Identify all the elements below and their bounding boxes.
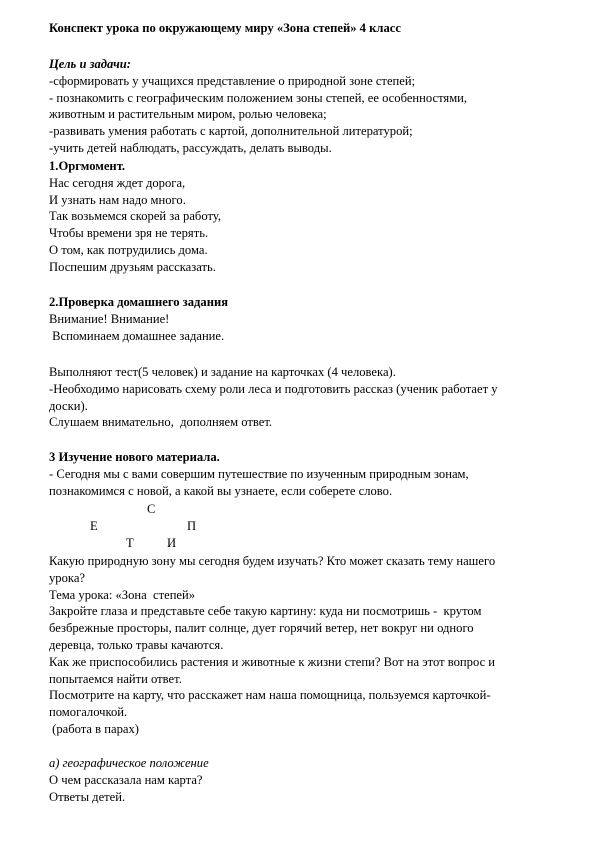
text-line: безбрежные просторы, палит солнце, дует горячий ветер, нет вокруг ни одного	[49, 621, 474, 636]
section-2-heading: 2.Проверка домашнего задания	[49, 295, 229, 309]
puzzle-letter: И	[167, 536, 177, 550]
puzzle-letter: П	[187, 519, 197, 533]
text-line: познакомимся с новой, а какой вы узнаете, если соберете слово.	[49, 483, 393, 498]
subsection-heading: а) географическое положение	[49, 756, 209, 770]
text-line: Вспоминаем домашнее задание.	[49, 328, 225, 343]
section-1-heading: 1.Оргмомент.	[49, 159, 126, 173]
section-3	[49, 449, 549, 499]
text-line: доски).	[49, 398, 88, 413]
section-3-subsection	[49, 755, 549, 805]
text-line: Слушаем внимательно, дополняем ответ.	[49, 415, 273, 430]
text-line: помогалочкой.	[49, 705, 128, 720]
text-line: деревца, только травы качаются.	[49, 637, 224, 652]
poem-line: Так возьмемся скорей за работу,	[49, 209, 221, 224]
goal-line: животным и растительным миром, ролью человека;	[49, 107, 327, 122]
goal-line: -учить детей наблюдать, рассуждать, делать выводы.	[49, 140, 332, 155]
goals-block	[49, 56, 549, 157]
text-line: попытаемся найти ответ.	[49, 671, 182, 686]
poem-line: Чтобы времени зря не терять.	[49, 226, 209, 241]
poem-line: Нас сегодня ждет дорога,	[49, 175, 186, 190]
text-line: Ответы детей.	[49, 789, 126, 804]
section-3-body	[49, 553, 549, 738]
puzzle-letter: С	[147, 502, 156, 516]
goal-line: - познакомить с географическим положением зоны степей, ее особенностями,	[49, 90, 468, 105]
goal-line: -сформировать у учащихся представление о природной зоне степей;	[49, 73, 416, 88]
text-line: Тема урока: «Зона степей»	[49, 587, 196, 602]
goals-heading: Цель и задачи:	[49, 57, 131, 71]
document-title: Конспект урока по окружающему миру «Зона степей» 4 класс	[49, 21, 401, 35]
puzzle-letter: Т	[126, 536, 134, 550]
text-line: Какую природную зону мы сегодня будем изучать? Кто может сказать тему нашего	[49, 554, 496, 568]
text-line: -Необходимо нарисовать схему роли леса и подготовить рассказ (ученик работает у	[49, 381, 498, 396]
text-line: - Сегодня мы с вами совершим путешествие по изученным природным зонам,	[49, 466, 469, 481]
section-3-heading: 3 Изучение нового материала.	[49, 450, 220, 464]
poem-line: Поспешим друзьям рассказать.	[49, 259, 216, 274]
section-2-tasks	[49, 364, 549, 431]
text-line: урока?	[49, 570, 85, 585]
goal-line: -развивать умения работать с картой, дополнительной литературой;	[49, 124, 413, 139]
poem-line: И узнать нам надо много.	[49, 192, 186, 207]
text-line: Посмотрите на карту, что расскажет нам наша помощница, пользуемся карточкой-	[49, 688, 491, 703]
section-1	[49, 158, 549, 276]
text-line: Выполняют тест(5 человек) и задание на карточках (4 человека).	[49, 365, 396, 379]
puzzle-letter: Е	[90, 519, 98, 533]
text-line: (работа в парах)	[49, 721, 139, 736]
text-line: Как же приспособились растения и животные к жизни степи? Вот на этот вопрос и	[49, 654, 496, 669]
section-2	[49, 294, 549, 344]
text-line: Закройте глаза и представьте себе такую картину: куда ни посмотришь - крутом	[49, 604, 482, 619]
poem-line: О том, как потрудились дома.	[49, 242, 208, 257]
text-line: Внимание! Внимание!	[49, 311, 170, 326]
text-line: О чем рассказала нам карта?	[49, 772, 203, 787]
